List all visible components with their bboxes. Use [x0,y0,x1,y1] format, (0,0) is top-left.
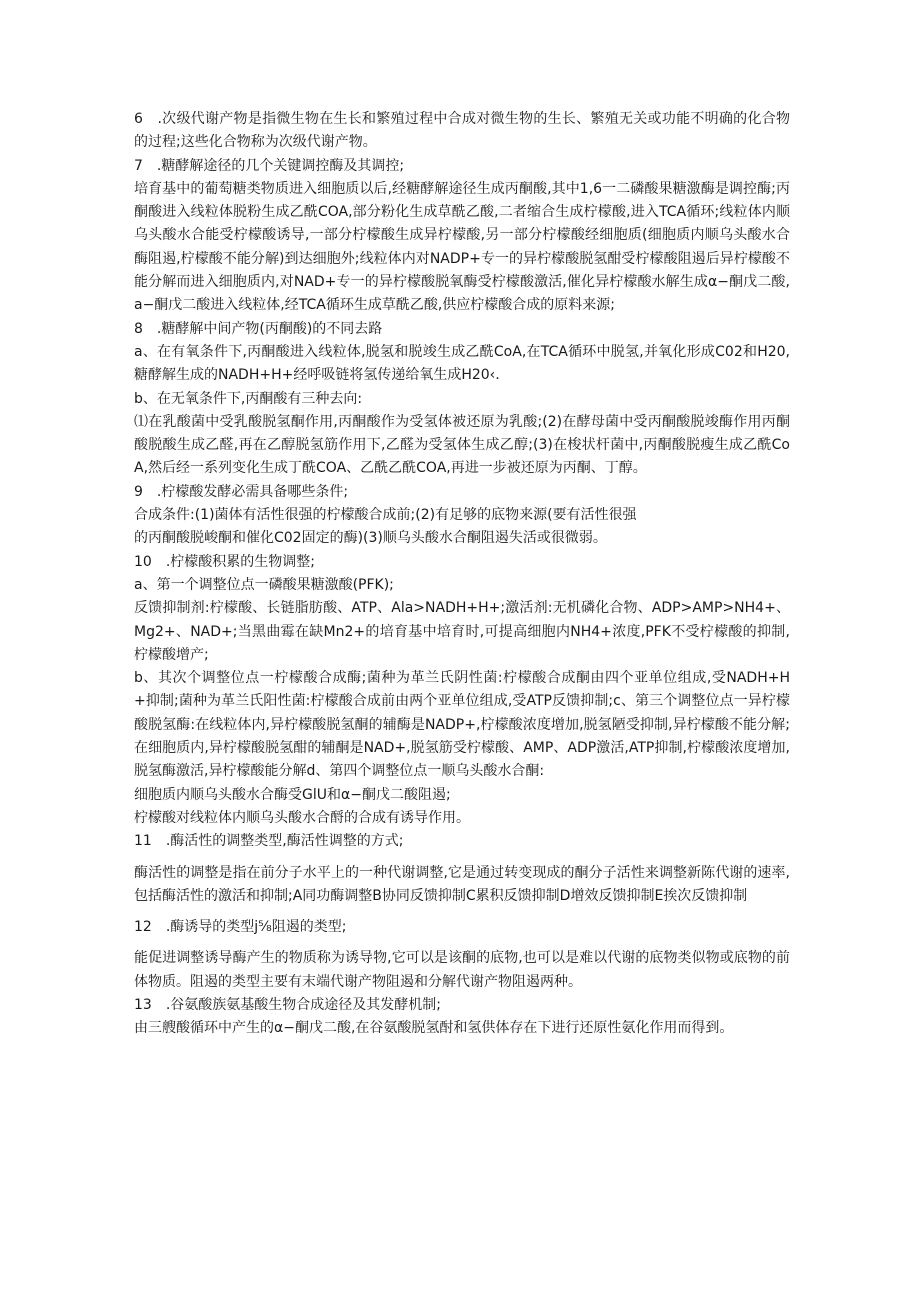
paragraph-anaerobic-intro: b、在无氧条件下,丙酮酸有三种去向: [134,390,363,407]
paragraph-conditions-1: 合成条件:(1)菌体有活性很强的柠檬酸合成前;(2)有足够的底物来源(要有活性很强 [134,507,637,524]
paragraph-conditions-2: 的丙酮酸脱峻酮和催化C02固定的酶)(3)顺乌头酸水合酮阻遏失活或很微弱。 [134,530,607,547]
paragraph-item6: 6 .次级代谢产物是指微生物在生长和繁殖过程中合成对微生物的生长、繁殖无关或功能不明确的化合物的过程;这些化合物称为次级代谢产物。 [134,111,790,151]
paragraph-anaerobic-pathways: ⑴在乳酸菌中受乳酸脱氢酮作用,丙酮酸作为受氢体被还原为乳酸;(2)在酵母菌中受丙酮酸脱竣酶作用丙酮酸脱酸生成乙醛,再在乙醇脱氢筋作用下,乙醛为受氢体生成乙醇;(3)在梭状杆菌中,丙酮酸脱瘦生成乙酰CoA,然后经一系列变化生成丁酰COA、乙酰乙酰COA,再进一步被还原为丙酮、丁醇。 [134,413,790,477]
paragraph-aconitase-1: 细胞质内顺乌头酸水合酶受GlU和α−酮戊二酸阻遏; [134,786,451,803]
heading-item11: 11 .酶活性的调整类型,酶活性调整的方式; [134,833,404,850]
paragraph-aerobic: a、在有氧条件下,丙酮酸进入线粒体,脱氢和脱竣生成乙酰CoA,在TCA循环中脱氢,并氧化形成C02和H20,糖酵解生成的NADH+H+经呼吸链将氢传递给氧生成H20‹. [134,343,790,384]
document-page [134,108,790,1041]
heading-item10: 10 .柠檬酸积累的生物调整; [134,553,315,570]
paragraph-induction: 能促进调整诱导酶产生的物质称为诱导物,它可以是该酮的底物,也可以是难以代谢的底物类似物或底物的前体物质。阻遏的类型主要有末端代谢产物阻遏和分解代谢产物阻遏两种。 [134,950,790,990]
paragraph-glutamate: 由三艘酸循环中产生的α−酮戊二酸,在谷氨酸脱氢酎和氢供体存在下进行还原性氨化作用而得到。 [134,1020,734,1037]
paragraph-glycolysis-regulation: 培育基中的葡萄糖类物质进入细胞质以后,经糖酵解途径生成丙酮酸,其中1,6一二磷酸果糖激酶是调控酶;丙酮酸进入线粒体脱粉生成乙酰COA,部分粉化生成草酰乙酸,二者缩合生成柠檬酸,进入TCA循环;线粒体内顺乌头酸水合能受柠檬酸诱导,一部分柠檬酸生成异柠檬酸,另一部分柠檬酸经细胞质(细胞质内顺乌头酸水合酶阻遏,柠檬酸不能分解)到达细胞外;线粒体内对NADP+专一的异柠檬酸脱氢酣受柠檬酸阻遏后异柠檬酸不能分解而进入细胞质内,对NAD+专一的异柠檬酸脱氧酶受柠檬酸激活,催化异柠檬酸水解生成α−酮戊二酸,a−酮戊二酸进入线粒体,经TCA循环生成草酰乙酸,供应柠檬酸合成的原料来源; [134,180,790,314]
heading-item12: 12 .酶诱导的类型j⅝阻遏的类型; [134,919,347,936]
heading-item8: 8 .糖酵解中间产物(丙酮酸)的不同去路 [134,320,383,337]
heading-item7: 7 .糖酵解途径的几个关键调控酶及其调控; [134,157,405,174]
paragraph-pfk-site: a、第一个调整位点一磷酸果糖激酸(PFK); [134,576,394,593]
paragraph-second-third-sites: b、其次个调整位点一柠檬酸合成酶;菌种为革兰氏阴性菌:柠檬酸合成酮由四个亚单位组成,受NADH+H+抑制;菌种为革兰氏阳性菌:柠檬酸合成前由两个亚单位组成,受ATP反馈抑制;c、第三个调整位点一异柠檬酸脱氢酶:在线粒体内,异柠檬酸脱氢酮的辅酶是NADP+,柠檬酸浓度增加,脱氢陋受抑制,异柠檬酸不能分解;在细胞质内,异柠檬酸脱氢酣的辅酮是NAD+,脱氢筋受柠檬酸、AMP、ADP激活,ATP抑制,柠檬酸浓度增加,脱氢酶激活,异柠檬酸能分解d、第四个调整位点一顺乌头酸水合酮: [134,670,790,780]
heading-item9: 9 .柠檬酸发酵必需具备哪些条件; [134,483,349,500]
paragraph-enzyme-activity: 酶活性的调整是指在前分子水平上的一种代谢调整,它是通过转变现成的酮分子活性来调整新陈代谢的速率,包括酶活性的激活和抑制;A同功酶调整B协同反馈抑制C累积反馈抑制D增效反馈抑制E挨次反馈抑制 [134,864,790,904]
heading-item13: 13 .谷氨酸族氨基酸生物合成途径及其发酵机制; [134,996,441,1013]
paragraph-pfk-regulation: 反馈抑制剂:柠檬酸、长链脂肪酸、ATP、Ala>NADH+H+;激活剂:无机磷化合物、ADP>AMP>NH4+、Mg2+、NAD+;当黑曲霉在缺Mn2+的培育基中培育时,可提高细胞内NH4+浓度,PFK不受柠檬酸的抑制,柠檬酸增产; [134,600,790,663]
paragraph-aconitase-2: 柠檬酸对线粒体内顺乌头酸水合酹的合成有诱导作用。 [134,809,470,826]
